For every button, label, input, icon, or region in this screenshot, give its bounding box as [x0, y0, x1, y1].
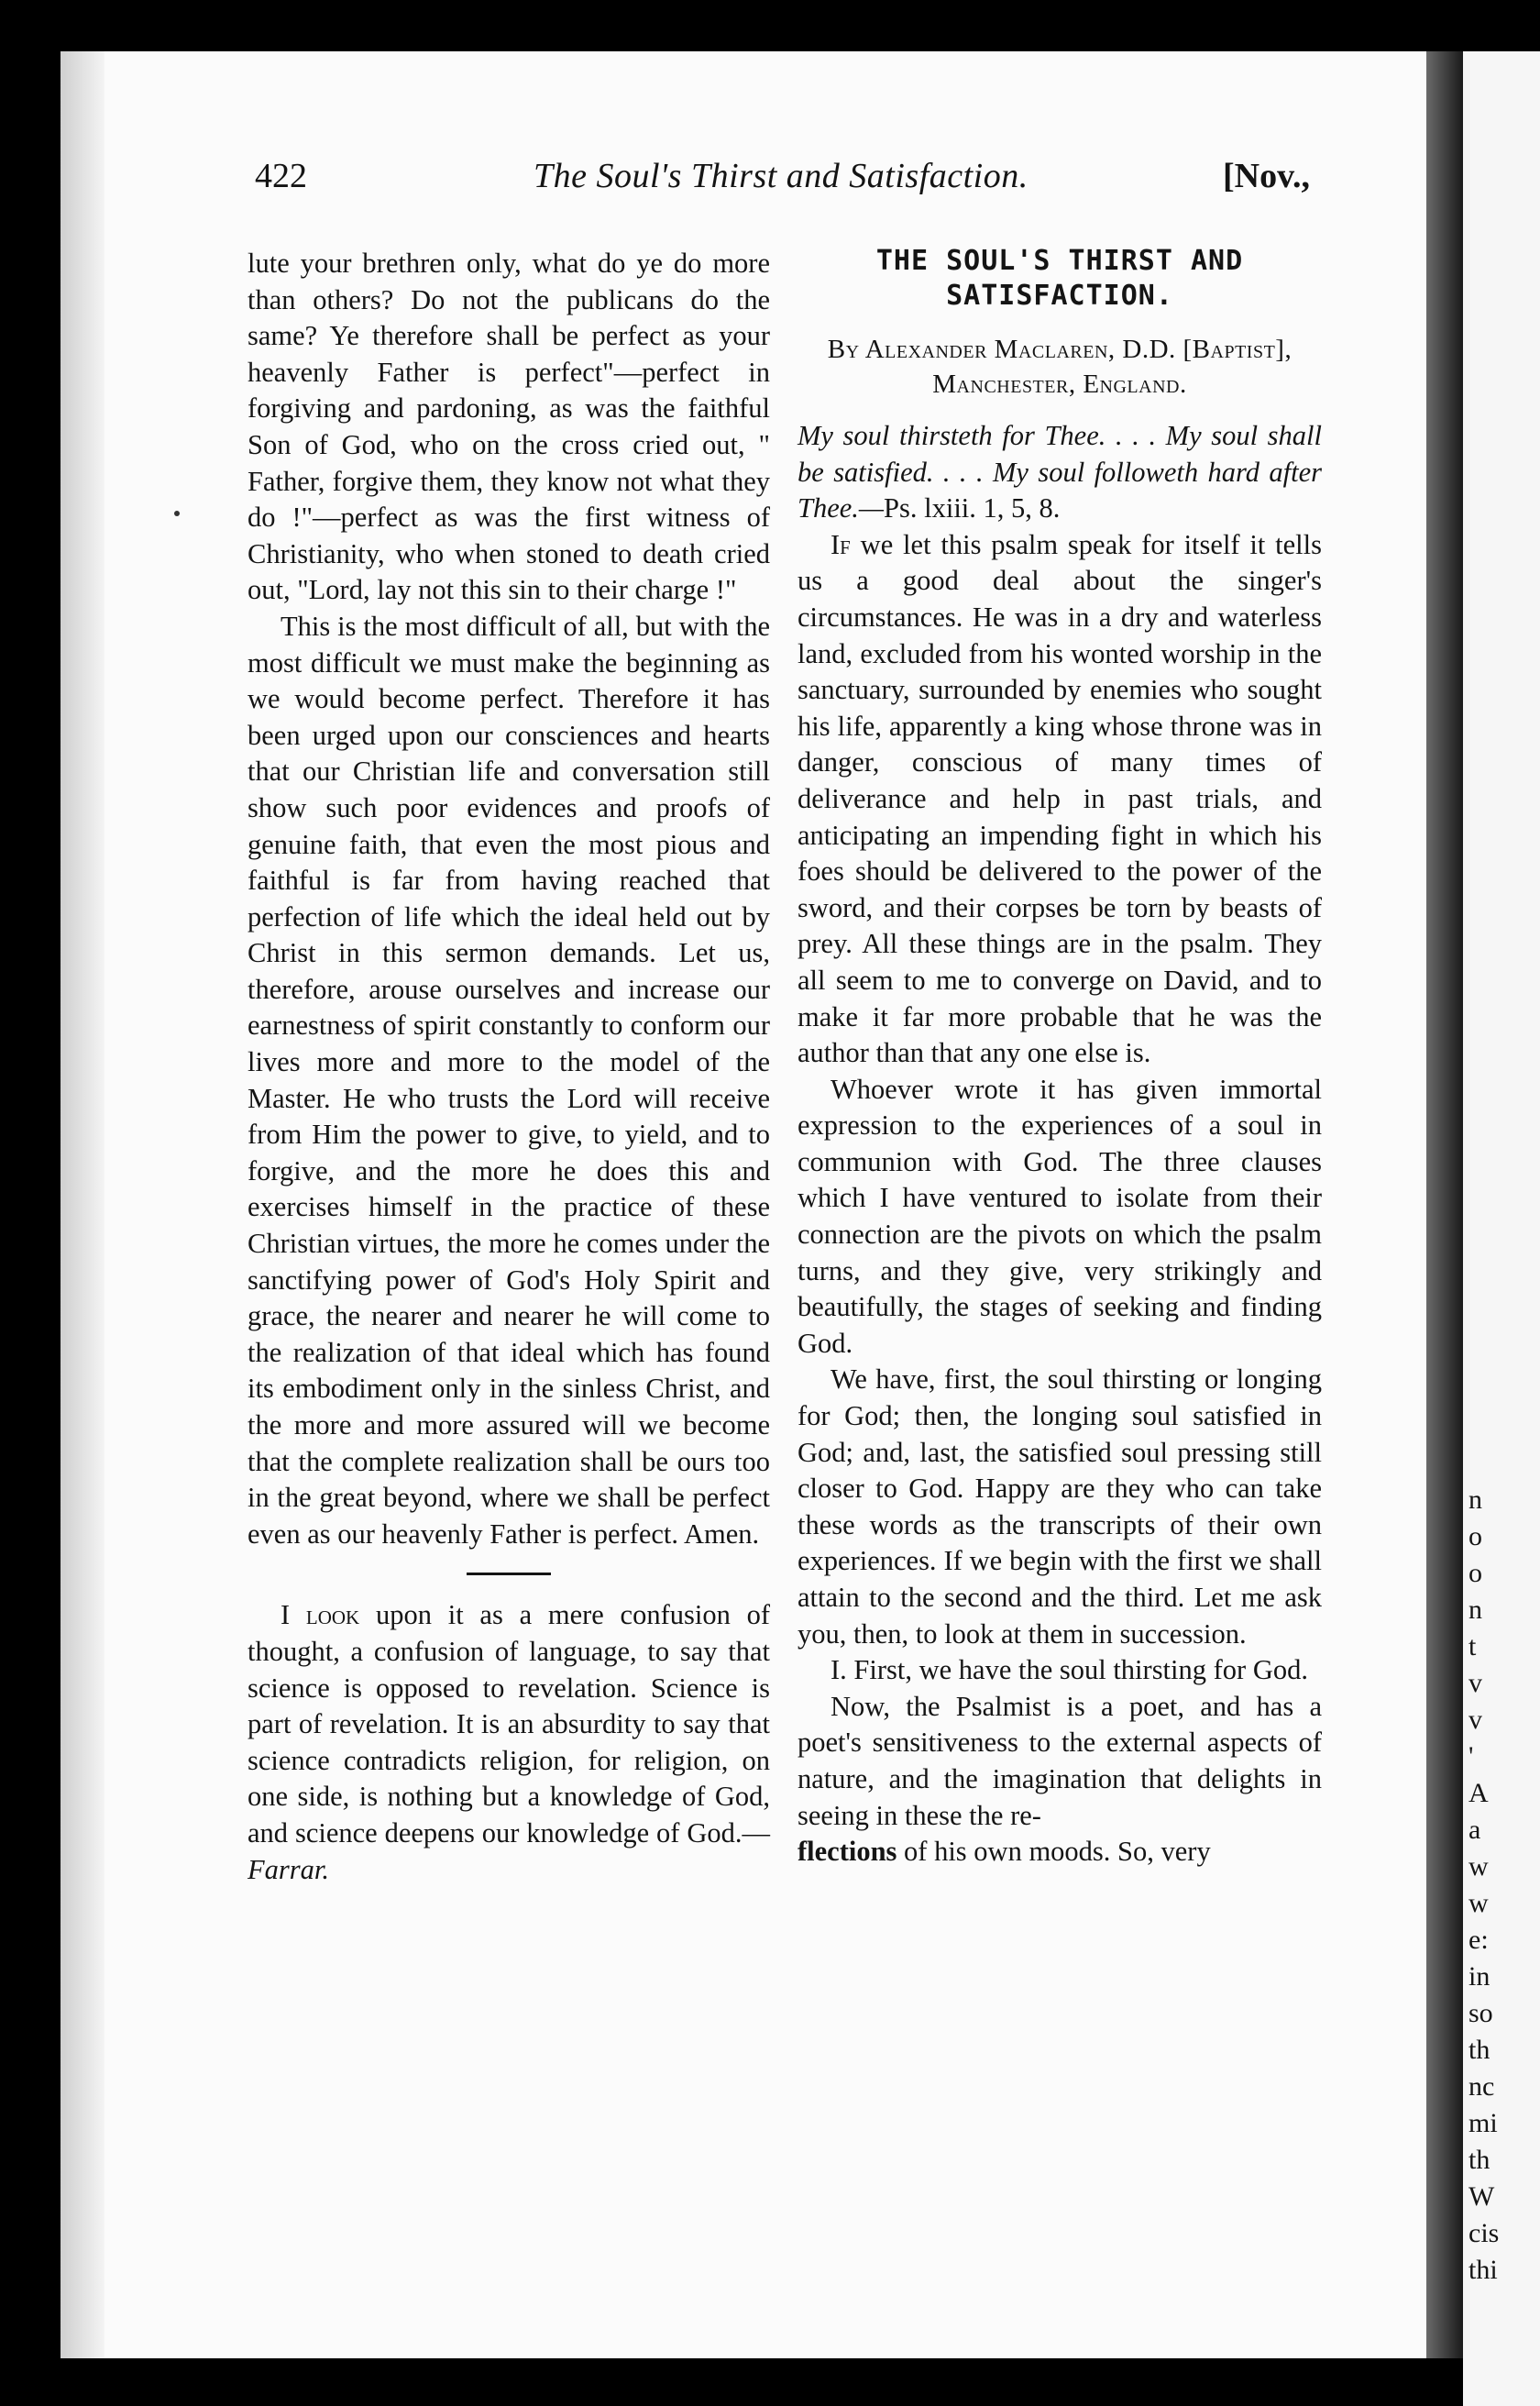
section-heading: I. First, we have the soul thirsting for God. — [830, 1654, 1308, 1686]
paragraph — [798, 527, 1322, 1072]
adjacent-page-fragment: th — [1468, 2145, 1490, 2175]
bold-word: flections — [798, 1836, 897, 1868]
adjacent-page-fragment: n — [1468, 1484, 1482, 1515]
adjacent-page-fragment: ' — [1468, 1741, 1474, 1771]
running-header — [0, 156, 1540, 211]
adjacent-page-fragment: n — [1468, 1595, 1482, 1625]
adjacent-page-fragment: so — [1468, 1998, 1493, 2028]
paragraph: This is the most difficult of all, but with the most difficult we must make the beginning as we would become perfect. Therefore it has been urged upon our consciences and hearts that our Christian life and conversation still show such poor evidences and proofs of genuine faith, that even the most pious and faithful is far from having reached that perfection of life which the ideal held out by Christ in this sermon demands. Let us, therefore, arouse ourselves and increase our earnestness of spirit constantly to conform our lives more and more to the model of the Master. He who trusts the Lord will receive from Him the power to give, to yield, and to forgive, and the more he does this and exercises himself in the practice of these Christian virtues, the more he comes under the sanctifying power of God's Holy Spirit and grace, the nearer and nearer he will come to the realization of that ideal which has found its embodiment only in the sinless Christ, and the more and more assured will we become that the complete realization shall be ours too in the great beyond, where we shall be perfect even as our heavenly Father is perfect. Amen. — [248, 610, 770, 1550]
quotation-text: upon it as a mere confusion of thought, a confusion of language, to say that science is opposed to revelation. Science is part of revelation. It is an absurdity to say that science contradicts religion, for religion, on one side, is nothing but a knowledge of God, and science deepens our knowledge of God.— — [248, 1599, 771, 1849]
adjacent-page-edge — [1463, 51, 1540, 2406]
byline: By Alexander Maclaren, D.D. [Baptist], Manchester, England. — [827, 335, 1292, 399]
adjacent-page-fragment: v — [1468, 1668, 1482, 1698]
adjacent-page-fragment: cis — [1468, 2218, 1500, 2248]
margin-mark — [174, 511, 180, 516]
adjacent-page-fragment: o — [1468, 1521, 1482, 1551]
adjacent-page-fragment: A — [1468, 1778, 1489, 1808]
page-number: 422 — [255, 157, 307, 195]
running-title: The Soul's Thirst and Satisfaction. — [534, 157, 1028, 195]
page-gutter-shadow — [60, 51, 104, 2358]
adjacent-page-fragment: w — [1468, 1888, 1489, 1918]
paragraph: lute your brethren only, what do ye do more than others? Do not the publicans do the same? Ye therefore shall be perfect as your heavenly Father is perfect"—perfect in forgiving and pardoning, as was the faithful Son of God, who on the cross cried out, " Father, forgive them, they know not what they do !"—perfect as was the first witness of Christianity, who when stoned to death cried out, "Lord, lay not this sin to their charge !" — [248, 248, 770, 606]
epigraph-text: My soul thirsteth for Thee. . . . My soul shall be satisfied. . . . My soul followeth hard after Thee.— — [798, 420, 1322, 524]
adjacent-page-fragment: in — [1468, 1961, 1490, 1992]
adjacent-page-fragment: thi — [1468, 2255, 1498, 2285]
book-spine — [1426, 51, 1463, 2358]
lead-word: If — [830, 528, 851, 560]
paragraph: Whoever wrote it has given immortal expression to the experiences of a soul in communion with God. The three clauses which I have ventured to isolate from their connection are the pivots on which the psalm turns, and they give, very strikingly and beautifully, the stages of seeking and finding God. — [798, 1073, 1322, 1359]
paragraph-text: Now, the Psalmist is a poet, and has a poet's sensitiveness to the external aspects of nature, and the imagination that delights in seeing in these the re- — [798, 1690, 1322, 1831]
running-month: [Nov., — [1223, 157, 1310, 195]
lead-words: I look — [280, 1599, 360, 1631]
right-column — [798, 244, 1322, 1871]
adjacent-page-fragment: e: — [1468, 1925, 1489, 1955]
adjacent-page-fragment: v — [1468, 1705, 1482, 1735]
adjacent-page-fragment: W — [1468, 2181, 1495, 2212]
adjacent-page-fragment: o — [1468, 1558, 1482, 1588]
article-title: THE SOUL'S THIRST AND SATISFACTION. — [875, 245, 1244, 312]
paragraph — [798, 1689, 1322, 1871]
epigraph — [798, 418, 1322, 527]
paragraph-text-end: of his own moods. So, very — [904, 1836, 1211, 1868]
adjacent-page-fragment: th — [1468, 2035, 1490, 2065]
paragraph: We have, first, the soul thirsting or longing for God; then, the longing soul satisfied in God; and, last, the satisfied soul pressing still closer to God. Happy are they who can take these words as the transcripts of their own experiences. If we begin with the first we shall attain to the second and the third. Let me ask you, then, to look at them in succession. — [798, 1363, 1322, 1650]
adjacent-page-fragment: mi — [1468, 2108, 1498, 2138]
adjacent-page-fragment: w — [1468, 1851, 1489, 1882]
attribution: Farrar. — [248, 1853, 329, 1885]
left-column — [248, 246, 770, 1888]
adjacent-page-fragment: t — [1468, 1631, 1477, 1661]
quotation-paragraph — [248, 1597, 770, 1888]
scripture-reference: Ps. lxiii. 1, 5, 8. — [884, 492, 1061, 524]
adjacent-page-fragment: nc — [1468, 2071, 1495, 2102]
adjacent-page-fragment: a — [1468, 1815, 1481, 1845]
paragraph-text: we let this psalm speak for itself it tells us a good deal about the singer's circumstances. He was in a dry and waterless land, excluded from his wonted worship in the sanctuary, surrounded by enemies who sought his life, apparently a king whose throne was in danger, conscious of many times of deliverance and help in past trials, and anticipating an impending fight in which his foes should be delivered to the power of the sword, and their corpses be torn by beasts of prey. All these things are in the psalm. They all seem to me to converge on David, and to make it far more probable that he was the author than that any one else is. — [798, 528, 1322, 1069]
section-divider — [467, 1573, 551, 1575]
